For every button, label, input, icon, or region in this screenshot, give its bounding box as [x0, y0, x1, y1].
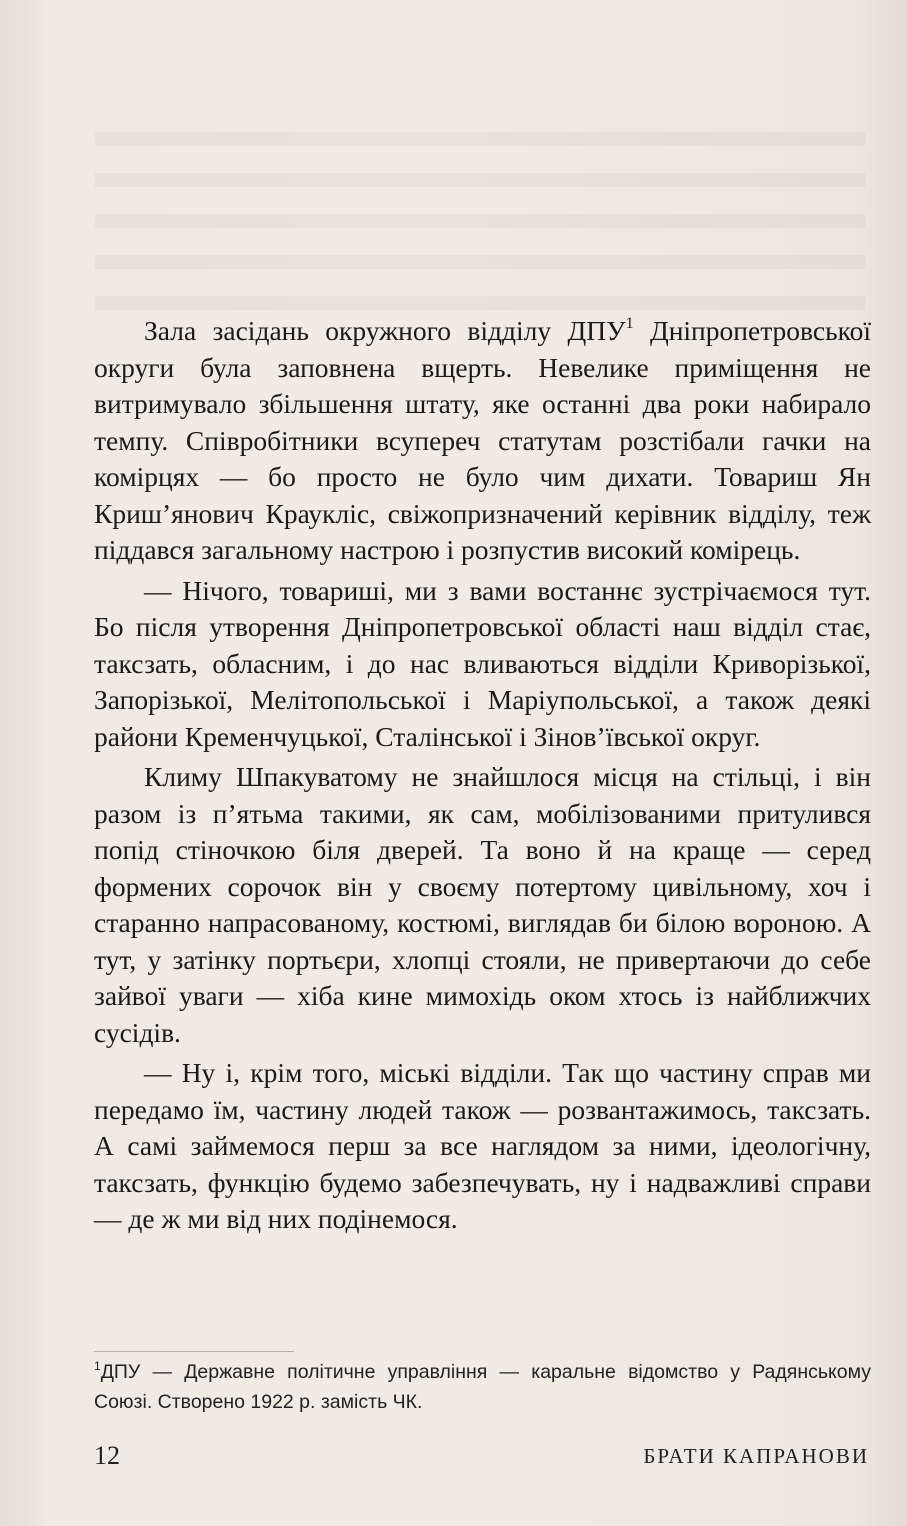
footnote-reference-mark: 1: [625, 315, 634, 332]
paragraph-1: [94, 313, 871, 569]
footnote: [94, 1357, 871, 1417]
footnote-text: ДПУ — Державне політичне управління — каральне відомство у Радянському Союзі. Створено 1922 р. замість ЧК.: [94, 1361, 871, 1413]
paragraph-4: — Ну і, крім того, міські відділи. Так що частину справ ми передамо їм, частину людей також — розвантажимось, таксзать. А самі займемося перш за все наглядом за ними, ідеологічну, таксзать, функцію будемо забезпечувать, ну і надважливі справи — де ж ми від них подінемося.: [94, 1057, 871, 1234]
paragraph-2: — Нічого, товариші, ми з вами востаннє зустрічаємося тут. Бо після утворення Дніпропетровської області наш відділ стає, таксзать, обласним, і до нас вливаються відділи Криворізької, Запорізької, Мелітопольської і Маріупольської, а також деякі райони Кременчуцької, Сталінської і Зінов’ївської округ.: [94, 574, 871, 752]
main-text-block: [94, 313, 871, 1242]
footnote-number: 1: [94, 1359, 101, 1373]
running-head-authors: БРАТИ КАПРАНОВИ: [643, 1444, 869, 1468]
paragraph-3: Климу Шпакуватому не знайшлося місця на стільці, і він разом із п’ятьма такими, як сам, мобілізованими притулився попід стіночкою біля дверей. Та воно й на краще — серед формених сорочок він у своєму потертому цивільному, хоч і старанно напрасованому, костюмі, виглядав би білою вороною. А тут, у затінку портьєри, хлопці стояли, не привертаючи до себе зайвої уваги — хіба кине мимохідь оком хтось із найближчих сусідів.: [94, 761, 871, 1048]
footnote-divider: [94, 1351, 294, 1352]
paragraph-1-rest: Дніпропетровської округи була заповнена вщерть. Невелике приміщення не витримувало збільшення штату, яке останні два роки набирало темпу. Співробітники всупереч статутам розстібали гачки на комірцях — бо просто не було чим дихати. Товариш Ян Криш’янович Краукліс, свіжопризначений керівник відділу, теж піддався загальному настрою і розпустив високий комірець.: [94, 315, 871, 565]
show-through-text-shadow: [95, 110, 865, 310]
paragraph-1-start: Зала засідань окружного відділу ДПУ: [144, 315, 626, 346]
page-number: 12: [94, 1441, 120, 1470]
